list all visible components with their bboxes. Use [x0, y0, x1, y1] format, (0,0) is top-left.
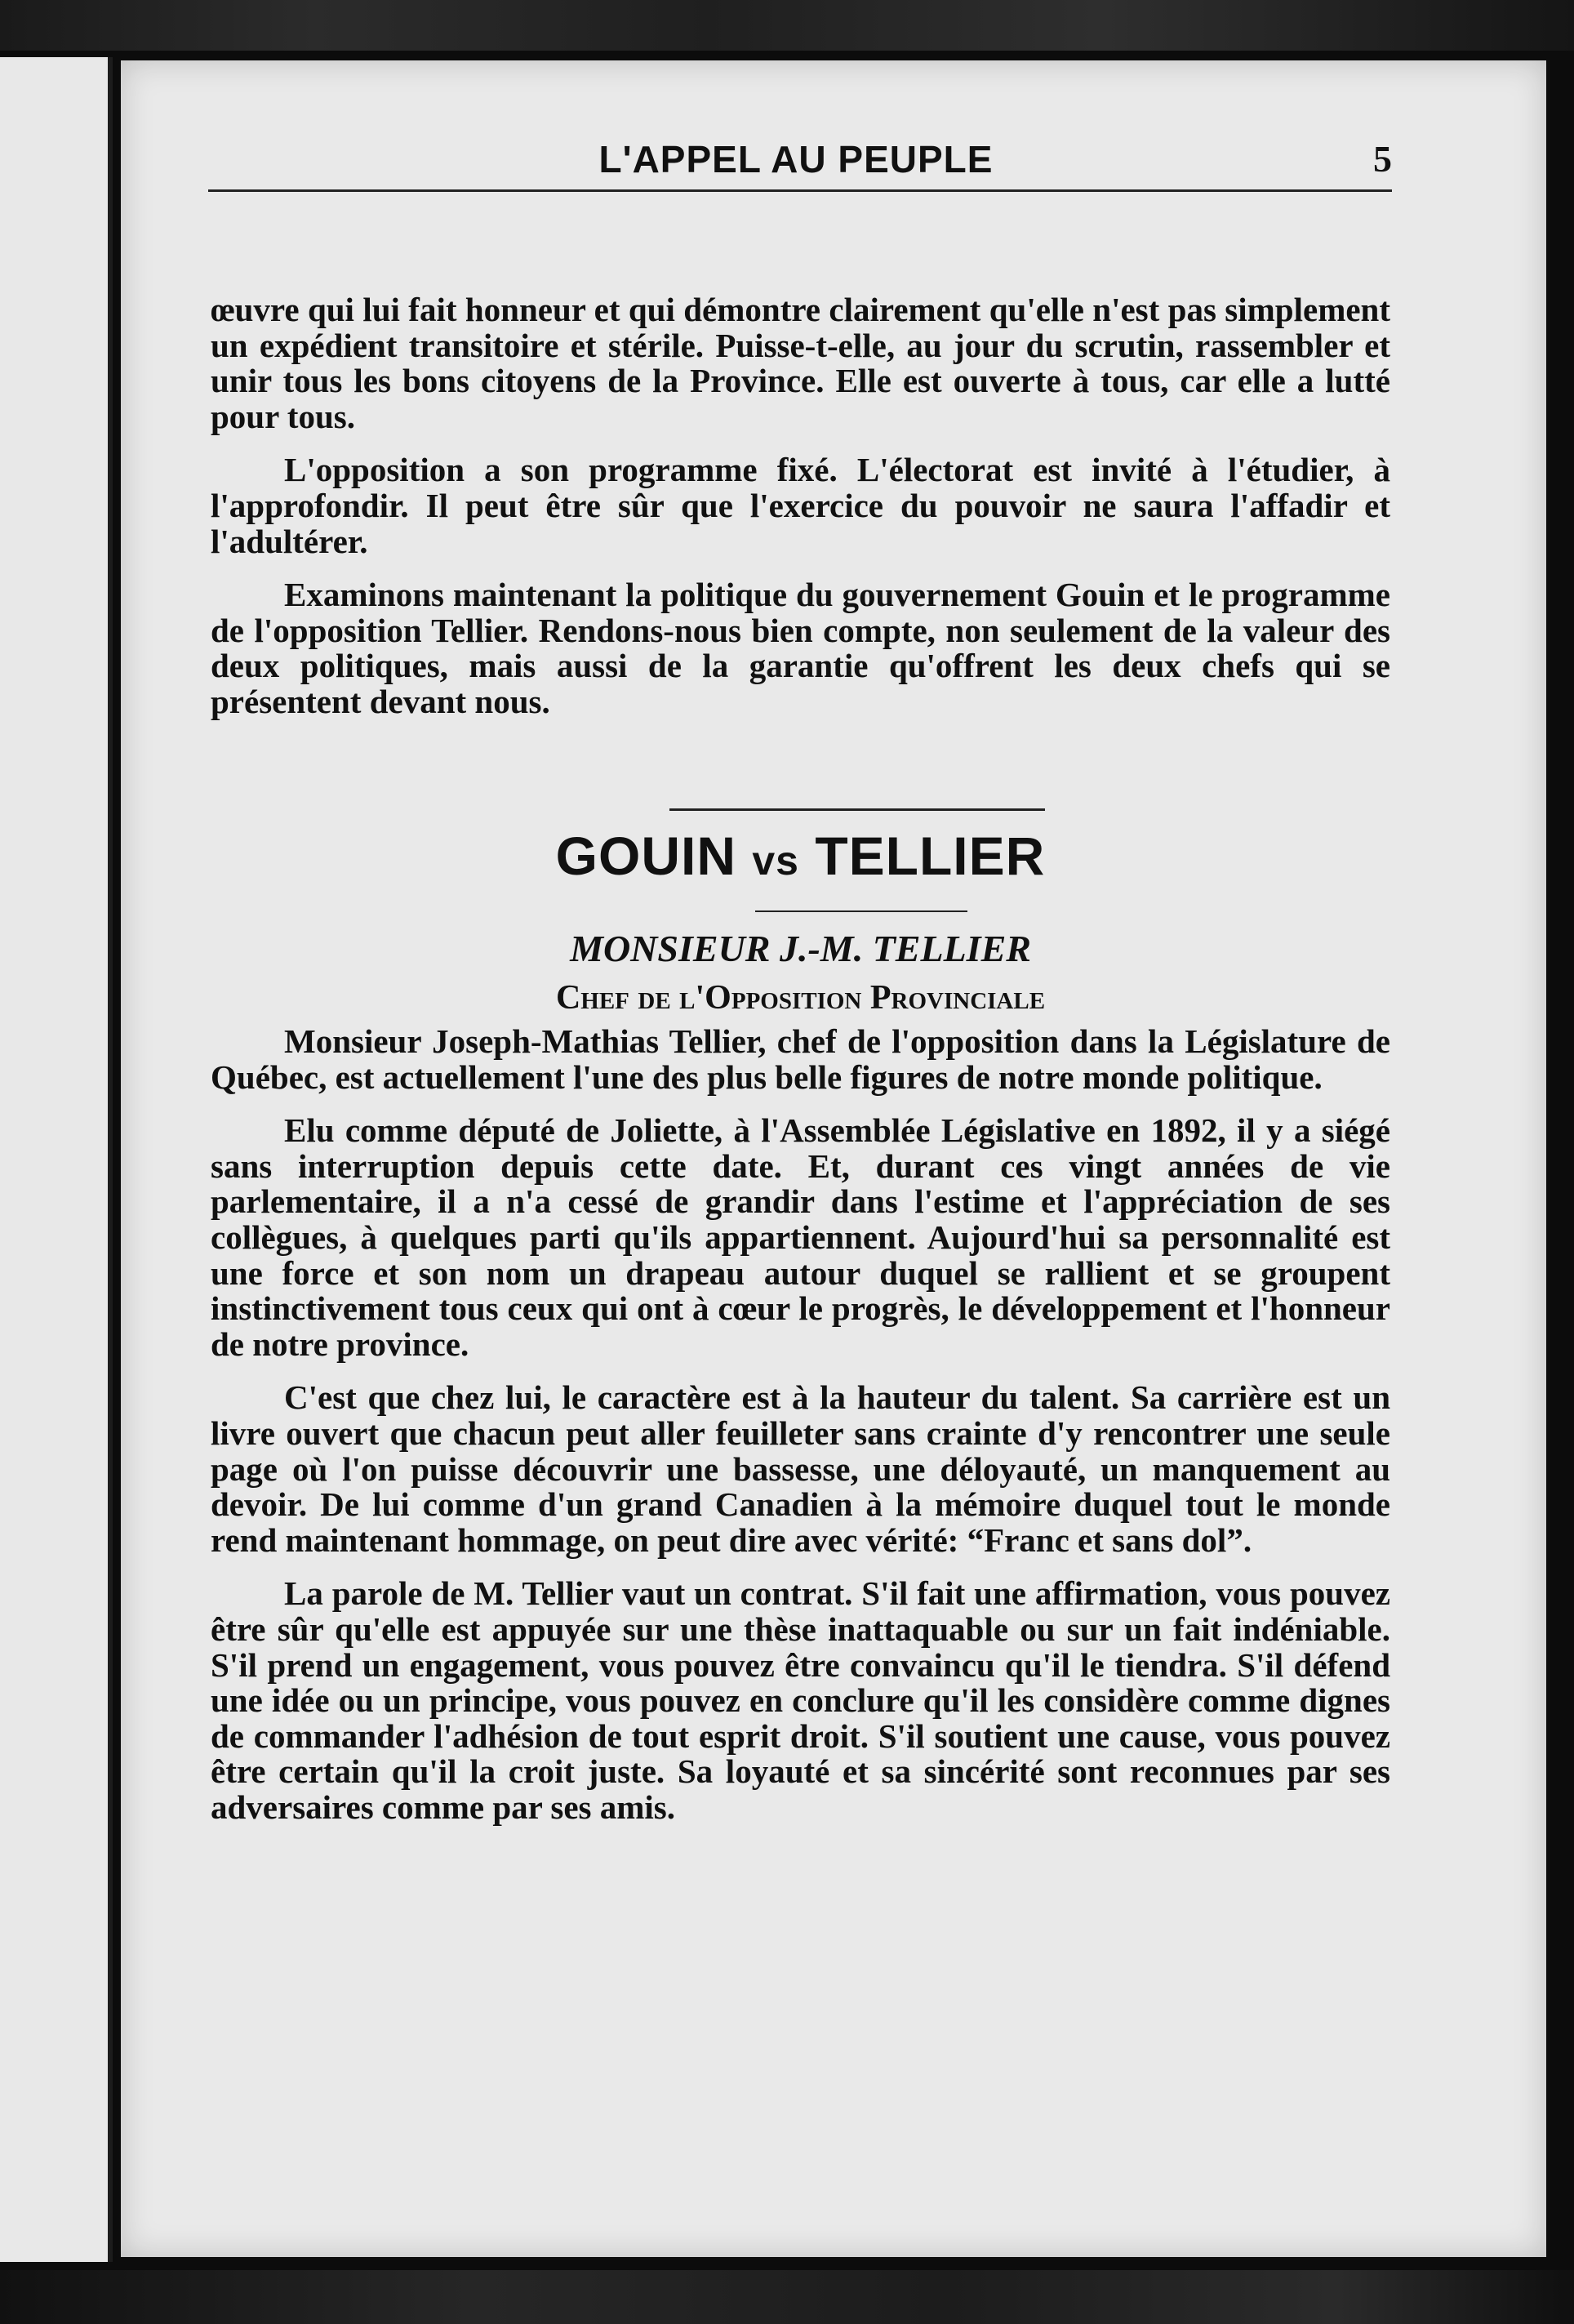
paragraph: C'est que chez lui, le caractère est à la hauteur du talent. Sa carrière est un livre ouvert que chacun peut aller feuilleter sans crainte d'y rencontrer une seule page où l'on puisse découvrir une bassesse, une déloyauté, un manquement au devoir. De lui comme d'un grand Canadien à la mémoire duquel tout le monde rend maintenant hommage, on peut dire avec vérité: “Franc et sans dol”.	[211, 1378, 1390, 1559]
paragraph: La parole de M. Tellier vaut un contrat. S'il fait une affirmation, vous pouvez être sûr qu'elle est appuyée sur une thèse inattaquable ou sur un fait indéniable. S'il prend un engagement, vous pouvez être convaincu qu'il le tiendra. S'il défend une idée ou un principe, vous pouvez en conclure qu'il les considère comme dignes de commander l'adhésion de tout esprit droit. S'il soutient une cause, vous pouvez être certain qu'il la croit juste. Sa loyauté et sa sincérité sont reconnues par ses adversaires comme par ses amis.	[211, 1574, 1390, 1826]
paragraph: Monsieur Joseph-Mathias Tellier, chef de l'opposition dans la Législature de Québec, est actuellement l'une des plus belle figures de notre monde politique.	[211, 1022, 1390, 1096]
paragraph: œuvre qui lui fait honneur et qui démontre clairement qu'elle n'est pas simplement un expédient transitoire et stérile. Puisse-t-elle, au jour du scrutin, rassembler et unir tous les bons citoyens de la Province. Elle est ouverte à tous, car elle a lutté pour tous.	[211, 291, 1390, 435]
subheading: MONSIEUR J.-M. TELLIER	[570, 928, 1031, 969]
paragraph: L'opposition a son programme fixé. L'électorat est invité à l'étudier, à l'approfondir. Il peut être sûr que l'exercice du pouvoir ne saura l'affadir et l'adultérer.	[211, 451, 1390, 560]
paragraph: Elu comme député de Joliette, à l'Assemblée Législative en 1892, il y a siégé sans interruption depuis cette date. Et, durant ces vingt années de vie parlementaire, il a n'a cessé de grandir dans l'estime et l'appréciation de ses collègues, à quelques parti qu'ils appartiennent. Aujourd'hui sa personnalité est une force et son nom un drapeau autour duquel se rallient et se groupent instinctivement tous ceux qui ont à cœur le progrès, le développement et l'honneur de notre province.	[211, 1111, 1390, 1363]
heading-tellier: TELLIER	[815, 826, 1046, 886]
body-text	[211, 1024, 1390, 1843]
subsubheading: Chef de l'Opposition Provinciale	[555, 979, 1046, 1017]
paragraph: Examinons maintenant la politique du gouvernement Gouin et le programme de l'opposition Tellier. Rendons-nous bien compte, non seulement de la valeur des deux politiques, mais aussi de la garantie qu'offrent les deux chefs qui se présentent devant nous.	[211, 576, 1390, 720]
header-rule	[208, 189, 1392, 192]
intro-text	[211, 292, 1390, 738]
section-rule-top	[669, 808, 1045, 811]
running-header	[208, 137, 1392, 194]
scanner-background-top	[0, 0, 1574, 51]
section-rule-bottom	[755, 910, 967, 912]
heading-vs: vs	[752, 838, 799, 884]
scanner-background-bottom	[0, 2270, 1574, 2324]
page-number: 5	[1373, 138, 1392, 180]
facing-page-edge	[0, 57, 113, 2262]
heading-gouin: GOUIN	[555, 826, 737, 886]
running-title: L'APPEL AU PEUPLE	[598, 138, 994, 180]
section-heading	[211, 825, 1390, 887]
